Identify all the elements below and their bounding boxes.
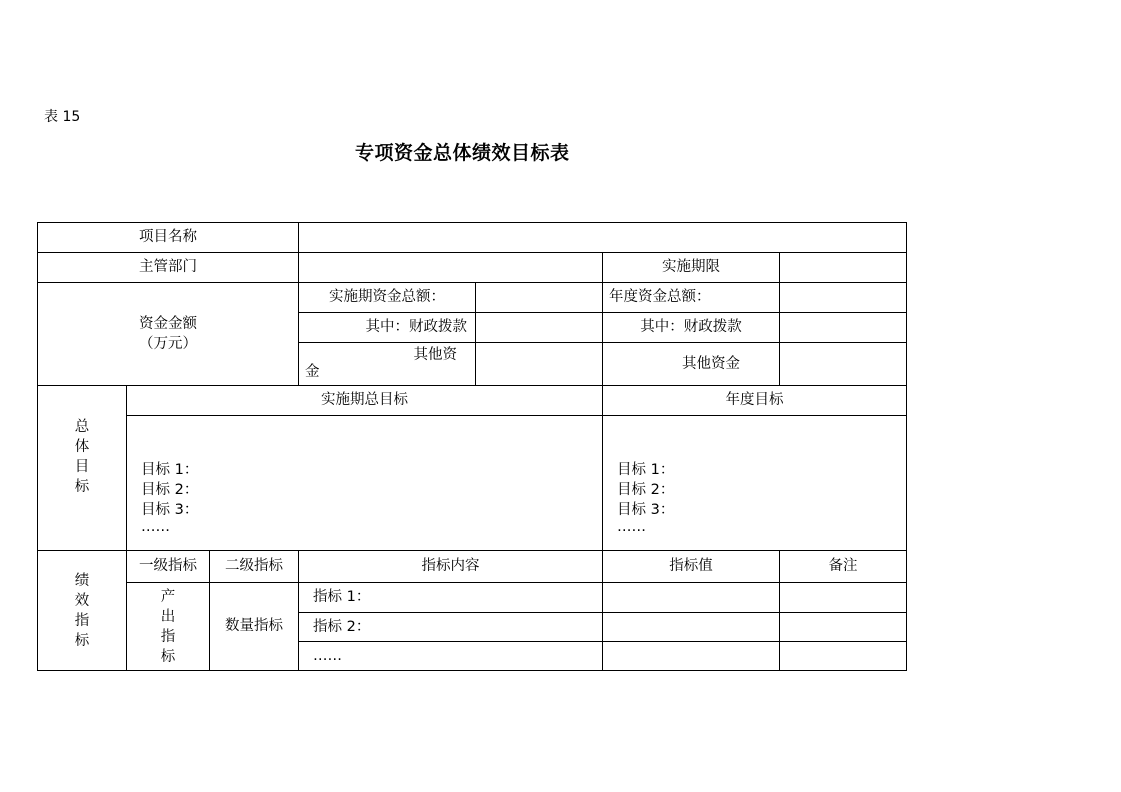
indicator-2-value: [602, 612, 780, 642]
goal-item: 目标 3：: [141, 502, 199, 518]
project-name-label: 项目名称: [37, 222, 299, 253]
funds-label-line2: （万元）: [139, 336, 197, 352]
period-goal-header: 实施期总目标: [126, 385, 603, 416]
annual-goals: [602, 415, 907, 551]
goal-item: 目标 2：: [617, 482, 675, 498]
indicator-more: ……: [298, 641, 603, 671]
table-number: 表 15: [44, 109, 81, 125]
performance-goal-table: [38, 223, 907, 672]
fiscal-allocation-value-2: [779, 312, 907, 343]
indicator-2-remark: [779, 612, 907, 642]
period-total-funds-label: 实施期资金总额：: [298, 282, 476, 313]
period-goals: [126, 415, 603, 551]
annual-total-funds-value: [779, 282, 907, 313]
other-funds-label-part1: 其他资: [413, 347, 457, 363]
level1-header: 一级指标: [126, 550, 210, 583]
fiscal-allocation-label-2: 其中：财政拨款: [602, 312, 780, 343]
level2-header: 二级指标: [209, 550, 299, 583]
annual-goal-header: 年度目标: [602, 385, 907, 416]
other-funds-label-2: 其他资金: [602, 342, 780, 386]
goal-item: 目标 2：: [141, 482, 199, 498]
fiscal-allocation-label-1: 其中：财政拨款: [298, 312, 476, 343]
output-char: 指: [160, 628, 176, 645]
quantity-indicator-label: 数量指标: [209, 582, 299, 671]
indicator-1-value: [602, 582, 780, 613]
annual-total-funds-label: 年度资金总额：: [602, 282, 780, 313]
goal-item: 目标 3：: [617, 502, 675, 518]
goal-item: ……: [141, 519, 170, 535]
period-label: 实施期限: [602, 252, 780, 283]
perf-char: 效: [74, 592, 90, 609]
remark-header: 备注: [779, 550, 907, 583]
indicator-1: 指标 1：: [298, 582, 603, 613]
period-value: [779, 252, 907, 283]
output-char: 标: [160, 648, 176, 665]
indicator-more-remark: [779, 641, 907, 671]
overall-goal-char: 总: [74, 419, 90, 435]
project-name-value: [298, 222, 907, 253]
output-char: 出: [160, 608, 176, 625]
perf-char: 绩: [74, 572, 90, 589]
overall-goal-char: 标: [74, 479, 90, 495]
perf-char: 标: [74, 632, 90, 649]
department-value: [298, 252, 603, 283]
perf-char: 指: [74, 612, 90, 629]
content-header: 指标内容: [298, 550, 603, 583]
other-funds-value-2: [779, 342, 907, 386]
indicator-1-remark: [779, 582, 907, 613]
other-funds-value-1: [475, 342, 603, 386]
goal-item: 目标 1：: [617, 462, 675, 478]
funds-label: [37, 282, 299, 386]
overall-goal-char: 目: [74, 459, 90, 475]
other-funds-label-1: [298, 342, 476, 386]
period-total-funds-value: [475, 282, 603, 313]
goal-item: ……: [617, 519, 646, 535]
overall-goal-label: [37, 385, 127, 551]
overall-goal-char: 体: [74, 439, 90, 455]
department-label: 主管部门: [37, 252, 299, 283]
other-funds-label-part2: 金: [305, 364, 320, 380]
indicator-2: 指标 2：: [298, 612, 603, 642]
page-title: 专项资金总体绩效目标表: [355, 142, 570, 164]
value-header: 指标值: [602, 550, 780, 583]
funds-label-line1: 资金金额: [139, 316, 197, 332]
performance-indicator-label: [37, 550, 127, 671]
goal-item: 目标 1：: [141, 462, 199, 478]
fiscal-allocation-value-1: [475, 312, 603, 343]
output-char: 产: [160, 588, 176, 605]
indicator-more-value: [602, 641, 780, 671]
output-indicator-label: [126, 582, 210, 671]
